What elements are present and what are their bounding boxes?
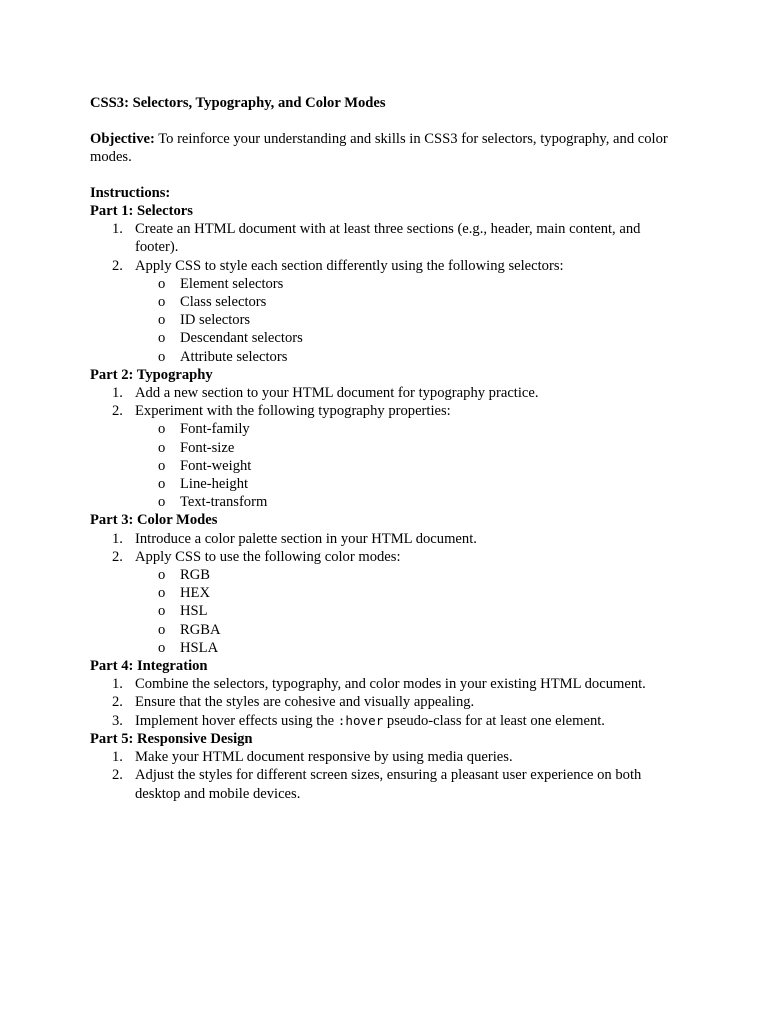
part-heading-5: Part 5: Responsive Design bbox=[90, 730, 253, 747]
part-2-steps bbox=[90, 384, 680, 511]
objective-paragraph bbox=[90, 130, 680, 166]
bullet-text: Text-transform bbox=[180, 494, 268, 511]
bullet-list bbox=[135, 566, 680, 657]
bullet-item bbox=[90, 493, 680, 511]
step-item bbox=[90, 675, 680, 693]
bullet-text: RGB bbox=[180, 567, 211, 584]
step-item bbox=[90, 257, 680, 366]
bullet-item bbox=[90, 275, 680, 293]
bullet-text: Attribute selectors bbox=[180, 348, 288, 365]
spacer bbox=[90, 166, 680, 184]
part-3-steps bbox=[90, 530, 680, 657]
bullet-text: HSL bbox=[180, 603, 208, 620]
bullet-marker: o bbox=[158, 567, 166, 584]
step-item bbox=[90, 530, 680, 548]
bullet-marker: o bbox=[158, 639, 166, 656]
bullet-marker: o bbox=[158, 476, 166, 493]
part-heading-4: Part 4: Integration bbox=[90, 658, 208, 675]
bullet-text: Line-height bbox=[180, 476, 249, 493]
bullet-marker: o bbox=[158, 294, 166, 311]
step-number: 1. bbox=[112, 530, 123, 547]
bullet-text: HEX bbox=[180, 585, 210, 602]
bullet-item bbox=[90, 584, 680, 602]
step-item bbox=[90, 548, 680, 657]
bullet-item bbox=[90, 348, 680, 366]
step-item bbox=[90, 693, 680, 711]
part-heading-1: Part 1: Selectors bbox=[90, 203, 193, 219]
step-item bbox=[90, 402, 680, 511]
document-page bbox=[90, 94, 680, 803]
step-text: Introduce a color palette section in your HTML document. bbox=[135, 530, 477, 547]
step-text: Combine the selectors, typography, and color modes in your existing HTML document. bbox=[135, 676, 646, 693]
instructions-parts bbox=[90, 202, 680, 803]
bullet-item bbox=[90, 420, 680, 438]
step-number: 2. bbox=[112, 767, 123, 784]
bullet-item bbox=[90, 293, 680, 311]
step-text: Implement hover effects using the :hover pseudo-class for at least one element. bbox=[135, 712, 605, 729]
bullet-text: Font-weight bbox=[180, 457, 252, 474]
part-1-steps bbox=[90, 220, 680, 366]
part-5-steps bbox=[90, 748, 680, 803]
bullet-item bbox=[90, 621, 680, 639]
instructions-heading: Instructions: bbox=[90, 184, 171, 201]
step-item bbox=[90, 712, 680, 730]
step-text: Create an HTML document with at least three sections (e.g., header, main content, and footer). bbox=[135, 221, 641, 256]
bullet-marker: o bbox=[158, 439, 166, 456]
part-heading-3: Part 3: Color Modes bbox=[90, 512, 218, 529]
bullet-marker: o bbox=[158, 348, 166, 365]
bullet-marker: o bbox=[158, 421, 166, 438]
bullet-list bbox=[135, 420, 680, 511]
bullet-item bbox=[90, 329, 680, 347]
objective-label: Objective: bbox=[90, 130, 155, 147]
bullet-item bbox=[90, 439, 680, 457]
bullet-item bbox=[90, 475, 680, 493]
bullet-marker: o bbox=[158, 312, 166, 329]
bullet-item bbox=[90, 566, 680, 584]
step-number: 2. bbox=[112, 548, 123, 565]
document-title: CSS3: Selectors, Typography, and Color Modes bbox=[90, 95, 386, 111]
bullet-item bbox=[90, 602, 680, 620]
step-text: Apply CSS to use the following color modes: bbox=[135, 548, 401, 565]
bullet-text: RGBA bbox=[180, 621, 221, 638]
step-number: 2. bbox=[112, 257, 123, 274]
objective-text: To reinforce your understanding and skills in CSS3 for selectors, typography, and color modes. bbox=[90, 130, 668, 165]
step-number: 1. bbox=[112, 385, 123, 402]
bullet-item bbox=[90, 457, 680, 475]
bullet-marker: o bbox=[158, 621, 166, 638]
step-number: 1. bbox=[112, 221, 123, 238]
part-heading-2: Part 2: Typography bbox=[90, 366, 213, 383]
part-4-steps bbox=[90, 675, 680, 730]
bullet-marker: o bbox=[158, 603, 166, 620]
bullet-marker: o bbox=[158, 275, 166, 292]
bullet-text: Class selectors bbox=[180, 294, 267, 311]
step-item bbox=[90, 384, 680, 402]
bullet-item bbox=[90, 311, 680, 329]
step-number: 2. bbox=[112, 694, 123, 711]
step-text: Add a new section to your HTML document for typography practice. bbox=[135, 385, 539, 402]
step-text: Ensure that the styles are cohesive and visually appealing. bbox=[135, 694, 475, 711]
step-text: Make your HTML document responsive by using media queries. bbox=[135, 749, 513, 766]
bullet-text: HSLA bbox=[180, 639, 219, 656]
step-text: Apply CSS to style each section differently using the following selectors: bbox=[135, 257, 564, 274]
bullet-item bbox=[90, 639, 680, 657]
step-number: 3. bbox=[112, 712, 123, 729]
bullet-text: Font-family bbox=[180, 421, 250, 438]
bullet-list bbox=[135, 275, 680, 366]
step-number: 1. bbox=[112, 749, 123, 766]
step-number: 1. bbox=[112, 676, 123, 693]
bullet-marker: o bbox=[158, 585, 166, 602]
bullet-marker: o bbox=[158, 457, 166, 474]
step-item bbox=[90, 748, 680, 766]
bullet-text: ID selectors bbox=[180, 312, 251, 329]
bullet-text: Font-size bbox=[180, 439, 235, 456]
step-number: 2. bbox=[112, 403, 123, 420]
bullet-marker: o bbox=[158, 494, 166, 511]
step-text: Adjust the styles for different screen sizes, ensuring a pleasant user experience on both desktop and mobile devices. bbox=[135, 767, 642, 802]
bullet-marker: o bbox=[158, 330, 166, 347]
bullet-text: Element selectors bbox=[180, 275, 284, 292]
step-text: Experiment with the following typography properties: bbox=[135, 403, 451, 420]
spacer bbox=[90, 112, 680, 130]
bullet-text: Descendant selectors bbox=[180, 330, 303, 347]
step-item bbox=[90, 766, 680, 802]
inline-code: :hover bbox=[337, 712, 384, 728]
step-item bbox=[90, 220, 680, 256]
